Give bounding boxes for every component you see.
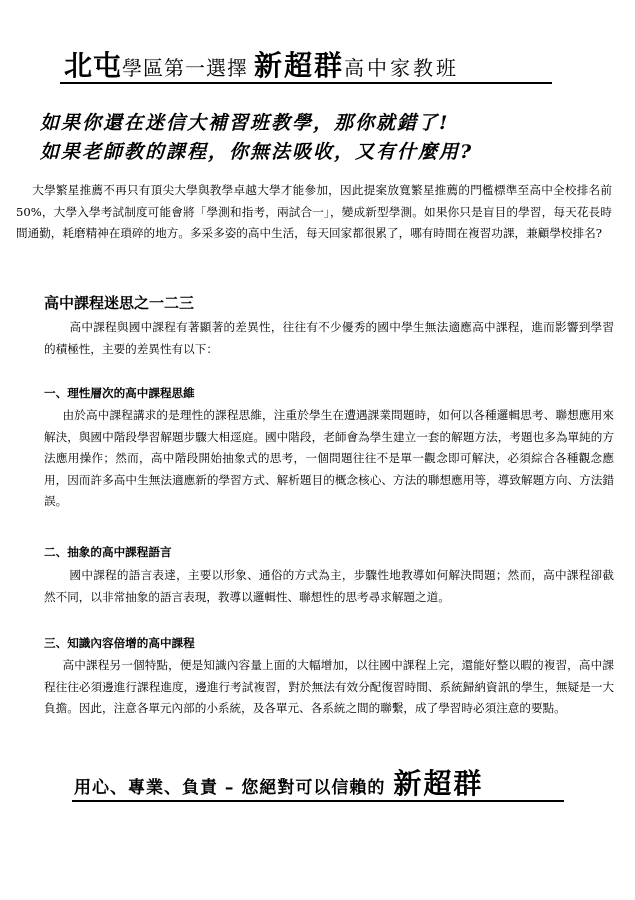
section-intro-paragraph: 高中課程與國中課程有著顯著的差異性，往往有不少優秀的國中學生無法適應高中課程，進而影響到學習的積極性，主要的差異性有以下： bbox=[44, 320, 614, 356]
subsection-1-heading: 一、理性層次的高中課程思維 bbox=[44, 386, 195, 400]
slogan-line-2: 如果老師教的課程，你無法吸收，又有什麼用? bbox=[40, 141, 474, 163]
section-heading: 高中課程迷思之一二三 bbox=[44, 294, 195, 312]
footer-text: 用心、專業、負責 – 您絕對可以信賴的 bbox=[74, 778, 386, 798]
title-middle: 學區第一選擇 bbox=[122, 56, 249, 80]
subsection-2-body: 國中課程的語言表達，主要以形象、通俗的方式為主，步驟性地教導如何解決問題；然而，高中課程卻截然不同，以非常抽象的語言表現，教導以邏輯性、聯想性的思考尋求解題之道。 bbox=[44, 568, 614, 604]
subsection-3-body: 高中課程另一個特點，便是知識內容量上面的大幅增加，以往國中課程上完，還能好整以暇的複習，高中課程往往必須邊進行課程進度，邊進行考試複習，對於無法有效分配復習時間、系統歸納資訊的學生，無疑是一大負擔。因此，注意各單元內部的小系統，及各單元、各系統之間的聯繫，成了學習時必須注意的要點。 bbox=[44, 658, 614, 715]
subsection-3-heading: 三、知識內容倍增的高中課程 bbox=[44, 636, 195, 650]
intro-paragraph: 大學繁星推薦不再只有頂尖大學與教學卓越大學才能參加，因此提案放寬繁星推薦的門檻標準至高中全校排名前 50%，大學入學考試制度可能會將「學測和指考，兩試合一」，變成新型學測。如果你只是盲目的學習，每天花長時間通勤，耗磨精神在瑣碎的地方。多采多姿的高中生活，每天回家都很累了，哪有時間在複習功課，兼顧學校排名? bbox=[16, 183, 612, 240]
title-tail: 高中家教班 bbox=[344, 56, 460, 80]
subsection-2-heading: 二、抽象的高中課程語言 bbox=[44, 545, 172, 559]
title-brand-xinchaoqun: 新超群 bbox=[254, 49, 345, 82]
footer-brand: 新超群 bbox=[393, 767, 484, 800]
subsection-1-body: 由於高中課程講求的是理性的課程思維，注重於學生在遭遇課業問題時，如何以各種邏輯思考、聯想應用來解決，與國中階段學習解題步驟大相逕庭。國中階段，老師會為學生建立一套的解題方法，考題也多為單純的方法應用操作；然而，高中階段開始抽象式的思考，一個問題往往不是單一觀念即可解決，必須綜合各種觀念應用，因而許多高中生無法適應新的學習方式、解析題目的概念核心、方法的聯想應用等，導致解題方向、方法錯誤。 bbox=[44, 408, 614, 508]
title-brand-beitun: 北屯 bbox=[64, 49, 123, 82]
slogan-line-1: 如果你還在迷信大補習班教學，那你就錯了! bbox=[40, 112, 450, 134]
page-title bbox=[64, 44, 554, 84]
title-underline bbox=[60, 82, 552, 84]
footer-underline bbox=[72, 800, 564, 802]
footer-tagline bbox=[74, 762, 564, 802]
